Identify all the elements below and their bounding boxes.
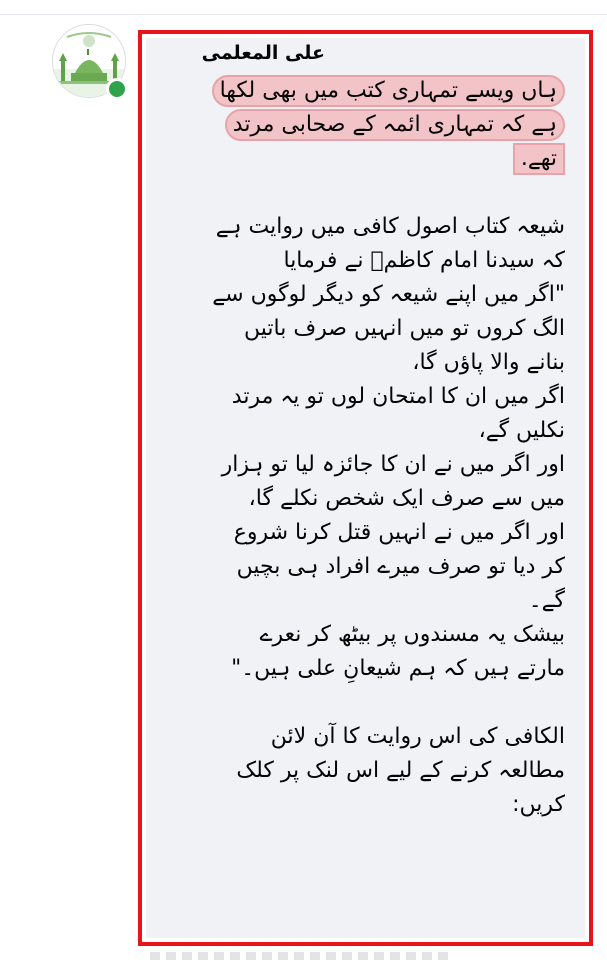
body-line: کر دیا تو صرف میرے افراد ہی بچیں xyxy=(236,554,565,579)
comment-author[interactable]: على المعلمى xyxy=(201,42,325,64)
top-divider xyxy=(0,14,607,15)
body-line: "اگر میں اپنے شیعہ کو دیگر لوگوں سے xyxy=(212,282,565,307)
body-line: بنانے والا پاؤں گا، xyxy=(412,350,565,375)
body-line: مارتے ہیں کہ ہم شیعانِ علی ہیں۔" xyxy=(231,656,565,681)
body-line: میں سے صرف ایک شخص نکلے گا، xyxy=(248,486,565,511)
body-line: شیعہ کتاب اصول کافی میں روایت ہے xyxy=(215,214,565,239)
blank-line xyxy=(160,176,565,210)
body-line: گے۔ xyxy=(528,588,565,613)
body-line: بیشک یہ مسندوں پر بیٹھ کر نعرے xyxy=(259,622,565,647)
highlighted-line: ہاں ویسے تمہاری کتب میں بھی لکھا xyxy=(160,74,565,108)
blank-line xyxy=(160,686,565,720)
body-line: الکافی کی اس روایت کا آن لائن xyxy=(270,724,565,749)
body-line: اور اگر میں نے انہیں قتل کرنا شروع xyxy=(233,520,565,545)
comment-body xyxy=(160,74,565,822)
commenter-avatar[interactable] xyxy=(52,24,128,100)
highlighted-line: تھے. xyxy=(160,142,565,176)
body-line: الگ کروں تو میں انہیں صرف باتیں xyxy=(244,316,565,341)
body-line: کہ سیدنا امام کاظمؒ نے فرمایا xyxy=(283,248,565,273)
body-line: اگر میں ان کا امتحان لوں تو یہ مرتد xyxy=(231,384,565,409)
body-line: نکلیں گے، xyxy=(478,418,565,443)
body-line: اور اگر میں نے ان کا جائزہ لیا تو ہزار xyxy=(221,452,565,477)
comment-bubble xyxy=(146,38,585,938)
next-comment-peek xyxy=(150,952,450,960)
highlighted-line: ہے کہ تمہاری ائمہ کے صحابی مرتد xyxy=(160,108,565,142)
body-line: مطالعہ کرنے کے لیے اس لنک پر کلک xyxy=(236,758,565,783)
highlight-frame xyxy=(138,30,593,946)
body-line: کریں: xyxy=(512,792,565,817)
online-status-dot-icon xyxy=(106,78,128,100)
